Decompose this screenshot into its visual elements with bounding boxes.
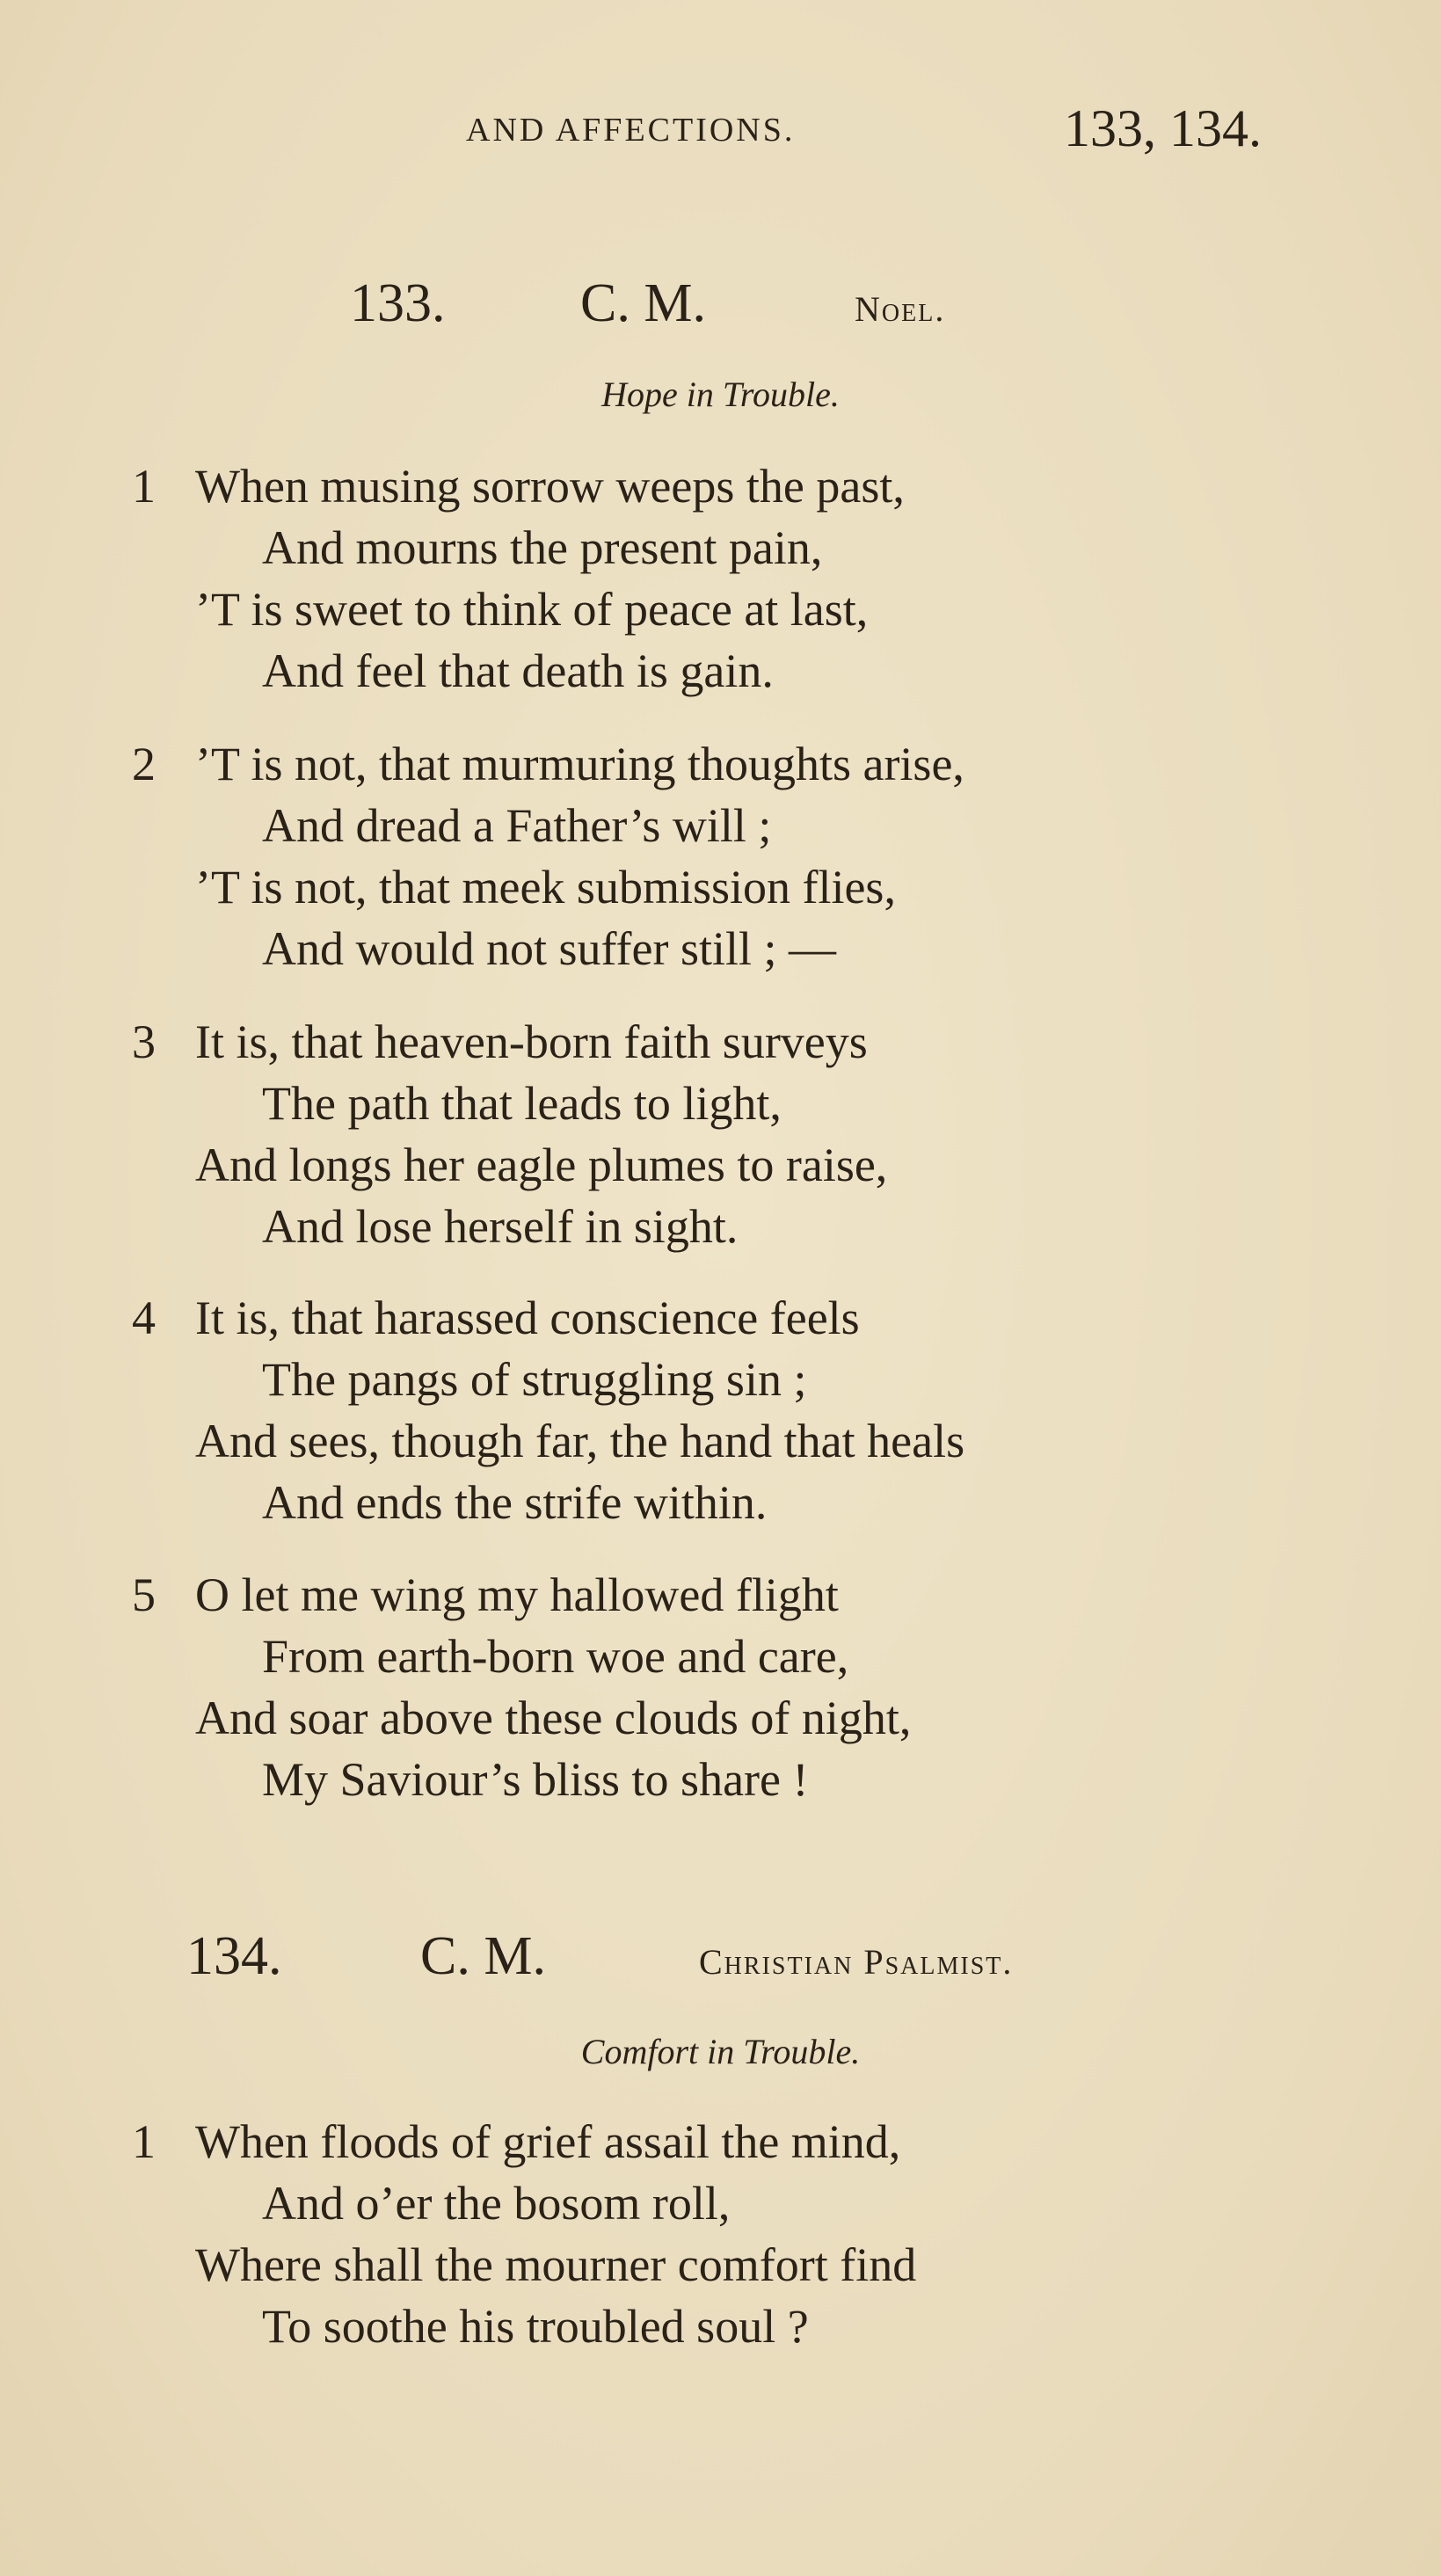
hymn-subtitle: Comfort in Trouble. bbox=[580, 2032, 861, 2071]
verse-line: O let me wing my hallowed flight bbox=[195, 1568, 839, 1621]
verse-line: My Saviour’s bliss to share ! bbox=[262, 1753, 809, 1806]
hymn-133-heading bbox=[0, 273, 1441, 343]
verse-line: And mourns the present pain, bbox=[262, 521, 823, 574]
verse-line: It is, that harassed conscience feels bbox=[195, 1292, 860, 1344]
verse-line: And lose herself in sight. bbox=[262, 1200, 739, 1253]
verse-line: ’T is sweet to think of peace at last, bbox=[195, 583, 869, 636]
verse-line: To soothe his troubled soul ? bbox=[262, 2300, 809, 2353]
hymn-number: 133. bbox=[350, 273, 446, 333]
verse-line: And would not suffer still ; — bbox=[262, 922, 836, 975]
stanza-number: 4 bbox=[132, 1292, 156, 1344]
running-head bbox=[0, 98, 1441, 160]
verse-line: When floods of grief assail the mind, bbox=[195, 2115, 901, 2168]
verse-line: From earth-born woe and care, bbox=[262, 1630, 849, 1683]
verse-line: When musing sorrow weeps the past, bbox=[195, 460, 905, 513]
verse-line: ’T is not, that murmuring thoughts arise, bbox=[195, 738, 964, 790]
hymn-subtitle: Hope in Trouble. bbox=[601, 375, 840, 414]
hymn-tune: Noel. bbox=[855, 289, 946, 329]
verse-line: The path that leads to light, bbox=[262, 1077, 782, 1130]
stanza-number: 1 bbox=[132, 460, 156, 513]
hymn-meter: C. M. bbox=[420, 1926, 546, 1986]
verse-line: And o’er the bosom roll, bbox=[262, 2177, 731, 2230]
verse-line: And longs her eagle plumes to raise, bbox=[195, 1139, 888, 1191]
stanza-number: 2 bbox=[132, 738, 156, 790]
verse-line: And sees, though far, the hand that heals bbox=[195, 1415, 965, 1467]
stanza-number: 5 bbox=[132, 1568, 156, 1621]
verse-line: ’T is not, that meek submission flies, bbox=[195, 861, 896, 913]
hymn-tune: Christian Psalmist. bbox=[699, 1942, 1014, 1982]
page-numbers: 133, 134. bbox=[1064, 99, 1262, 157]
verse-line: And dread a Father’s will ; bbox=[262, 799, 772, 852]
stanza-number: 3 bbox=[132, 1015, 156, 1068]
stanza-number: 1 bbox=[132, 2115, 156, 2168]
hymn-meter: C. M. bbox=[580, 273, 706, 333]
hymn-134-heading bbox=[0, 1925, 1441, 1996]
verse-line: And ends the strife within. bbox=[262, 1476, 768, 1529]
verse-line: And feel that death is gain. bbox=[262, 644, 774, 697]
running-title: AND AFFECTIONS. bbox=[466, 112, 796, 149]
verse-line: It is, that heaven-born faith surveys bbox=[195, 1015, 868, 1068]
verse-line: Where shall the mourner comfort find bbox=[195, 2238, 917, 2291]
verse-line: And soar above these clouds of night, bbox=[195, 1692, 912, 1744]
hymn-number: 134. bbox=[186, 1926, 282, 1986]
verse-line: The pangs of struggling sin ; bbox=[262, 1353, 807, 1406]
